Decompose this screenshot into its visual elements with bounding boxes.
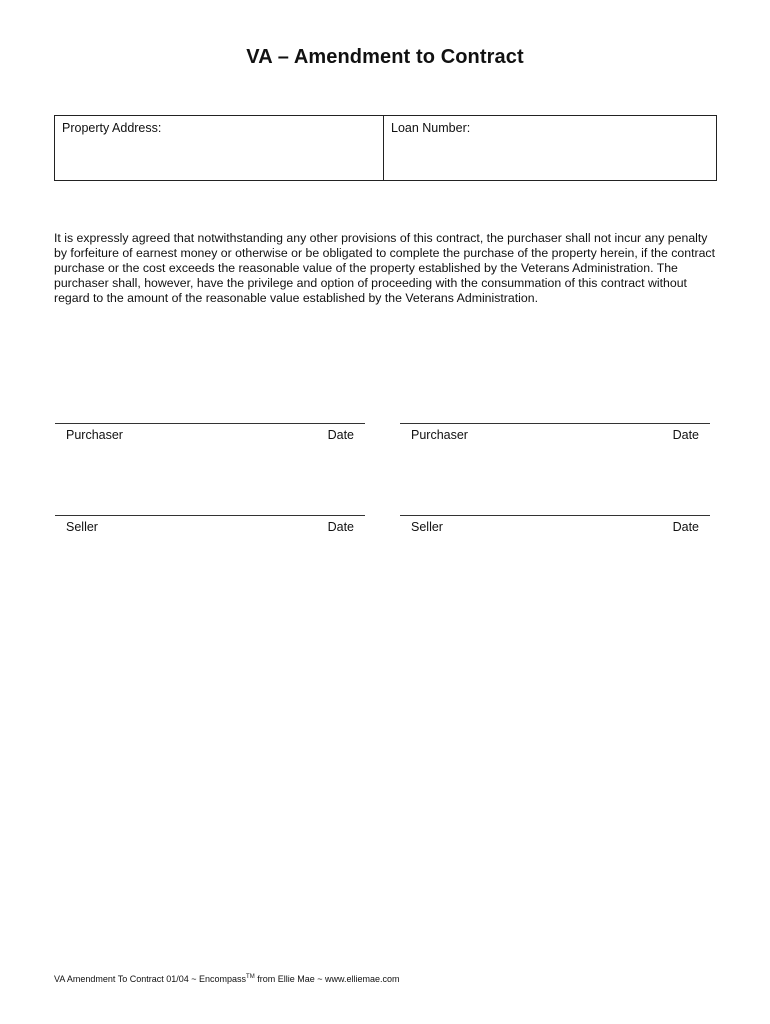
property-address-label: Property Address: xyxy=(62,121,162,135)
seller-signature-block-1[interactable] xyxy=(55,515,365,534)
seller-signature-block-2[interactable] xyxy=(400,515,710,534)
date-label: Date xyxy=(327,428,354,442)
seller-label: Seller xyxy=(66,520,98,534)
page-footer xyxy=(54,974,400,984)
date-label: Date xyxy=(672,520,699,534)
amendment-body-text: It is expressly agreed that notwithstanding any other provisions of this contract, the purchaser shall not incur any penalty by forfeiture of earnest money or otherwise or be obligated to complete the purchase of the property herein, if the contract purchase or the cost exceeds the reasonable value of the property established by the Veterans Administration. The purchaser shall, however, have the privilege and option of proceeding with the consummation of this contract without regard to the amount of the reasonable value established by the Veterans Administration. xyxy=(54,231,715,306)
purchaser-signature-block-1[interactable] xyxy=(55,423,365,442)
purchaser-label: Purchaser xyxy=(411,428,468,442)
page-title: VA – Amendment to Contract xyxy=(246,46,524,68)
loan-number-label: Loan Number: xyxy=(391,121,471,135)
date-label: Date xyxy=(672,428,699,442)
info-table xyxy=(54,115,717,181)
loan-number-field[interactable] xyxy=(384,116,716,180)
purchaser-signature-block-2[interactable] xyxy=(400,423,710,442)
date-label: Date xyxy=(327,520,354,534)
seller-label: Seller xyxy=(411,520,443,534)
trademark-mark: TM xyxy=(246,974,255,980)
footer-text-start: VA Amendment To Contract 01/04 ~ Encompass xyxy=(54,974,247,984)
property-address-field[interactable] xyxy=(55,116,384,180)
purchaser-label: Purchaser xyxy=(66,428,123,442)
footer-text-end: from Ellie Mae ~ www.elliemae.com xyxy=(254,974,400,984)
